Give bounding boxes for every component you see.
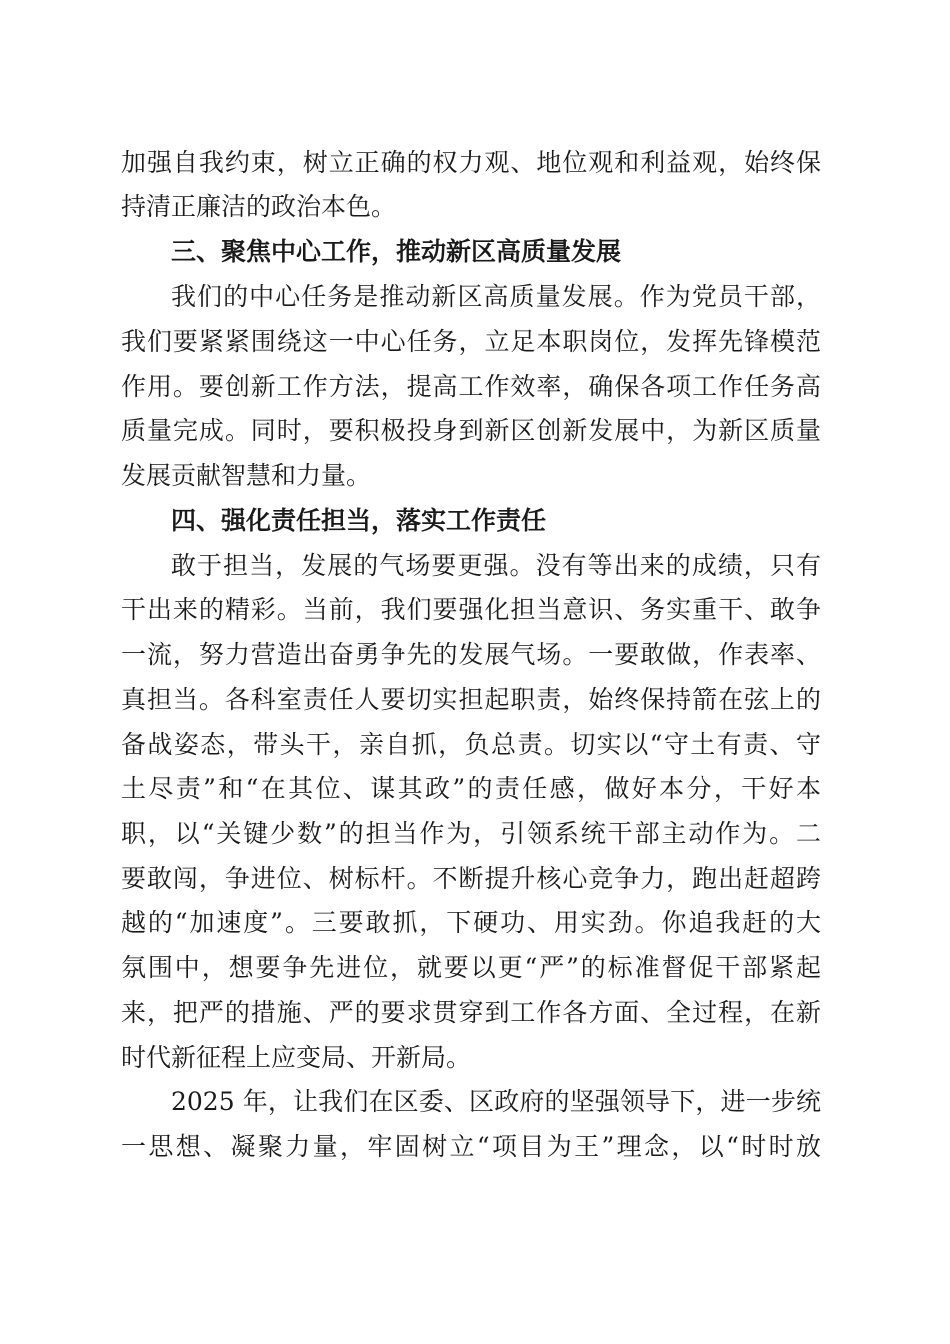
paragraph-line: 备战姿态，带头干，亲自抓，负总责。切实以“守土有责、守 xyxy=(121,730,821,759)
paragraph-line: 一思想、凝聚力量，牢固树立“项目为王”理念，以“时时放 xyxy=(121,1132,821,1161)
paragraph-line: 质量完成。同时，要积极投身到新区创新发展中，为新区质量 xyxy=(121,416,821,445)
paragraph-line: 一流，努力营造出奋勇争先的发展气场。一要敢做，作表率、 xyxy=(121,640,821,669)
paragraph-line: 土尽责”和“在其位、谋其政”的责任感，做好本分，干好本 xyxy=(121,774,821,803)
paragraph-line: 时代新征程上应变局、开新局。 xyxy=(121,1043,472,1072)
paragraph-line: 要敢闯，争进位、树标杆。不断提升核心竞争力，跑出赶超跨 xyxy=(121,864,821,893)
paragraph-line: 真担当。各科室责任人要切实担起职责，始终保持箭在弦上的 xyxy=(121,685,821,714)
paragraph-line: 来，把严的措施、严的要求贯穿到工作各方面、全过程，在新 xyxy=(121,998,821,1027)
paragraph-line: 我们的中心任务是推动新区高质量发展。作为党员干部， xyxy=(171,282,821,311)
paragraph-line: 加强自我约束，树立正确的权力观、地位观和利益观，始终保 xyxy=(121,148,821,177)
paragraph-line: 发展贡献智慧和力量。 xyxy=(121,461,372,490)
paragraph-line: 氛围中，想要争先进位，就要以更“严”的标准督促干部紧起 xyxy=(121,953,821,982)
paragraph-line: 敢于担当，发展的气场要更强。没有等出来的成绩，只有 xyxy=(171,551,821,580)
section-heading-4: 四、强化责任担当，落实工作责任 xyxy=(171,506,547,535)
paragraph-line: 我们要紧紧围绕这一中心任务，立足本职岗位，发挥先锋模范 xyxy=(121,327,821,356)
paragraph-line: 持清正廉洁的政治本色。 xyxy=(121,192,397,221)
paragraph-line: 干出来的精彩。当前，我们要强化担当意识、务实重干、敢争 xyxy=(121,595,821,624)
section-heading-3: 三、聚焦中心工作，推动新区高质量发展 xyxy=(171,237,622,266)
paragraph-line: 作用。要创新工作方法，提高工作效率，确保各项工作任务高 xyxy=(121,372,821,401)
paragraph-line: 越的“加速度”。三要敢抓，下硬功、用实劲。你追我赶的大 xyxy=(121,908,821,937)
paragraph-line: 2025 年，让我们在区委、区政府的坚强领导下，进一步统 xyxy=(171,1087,821,1116)
paragraph-line: 职，以“关键少数”的担当作为，引领系统干部主动作为。二 xyxy=(121,819,821,848)
